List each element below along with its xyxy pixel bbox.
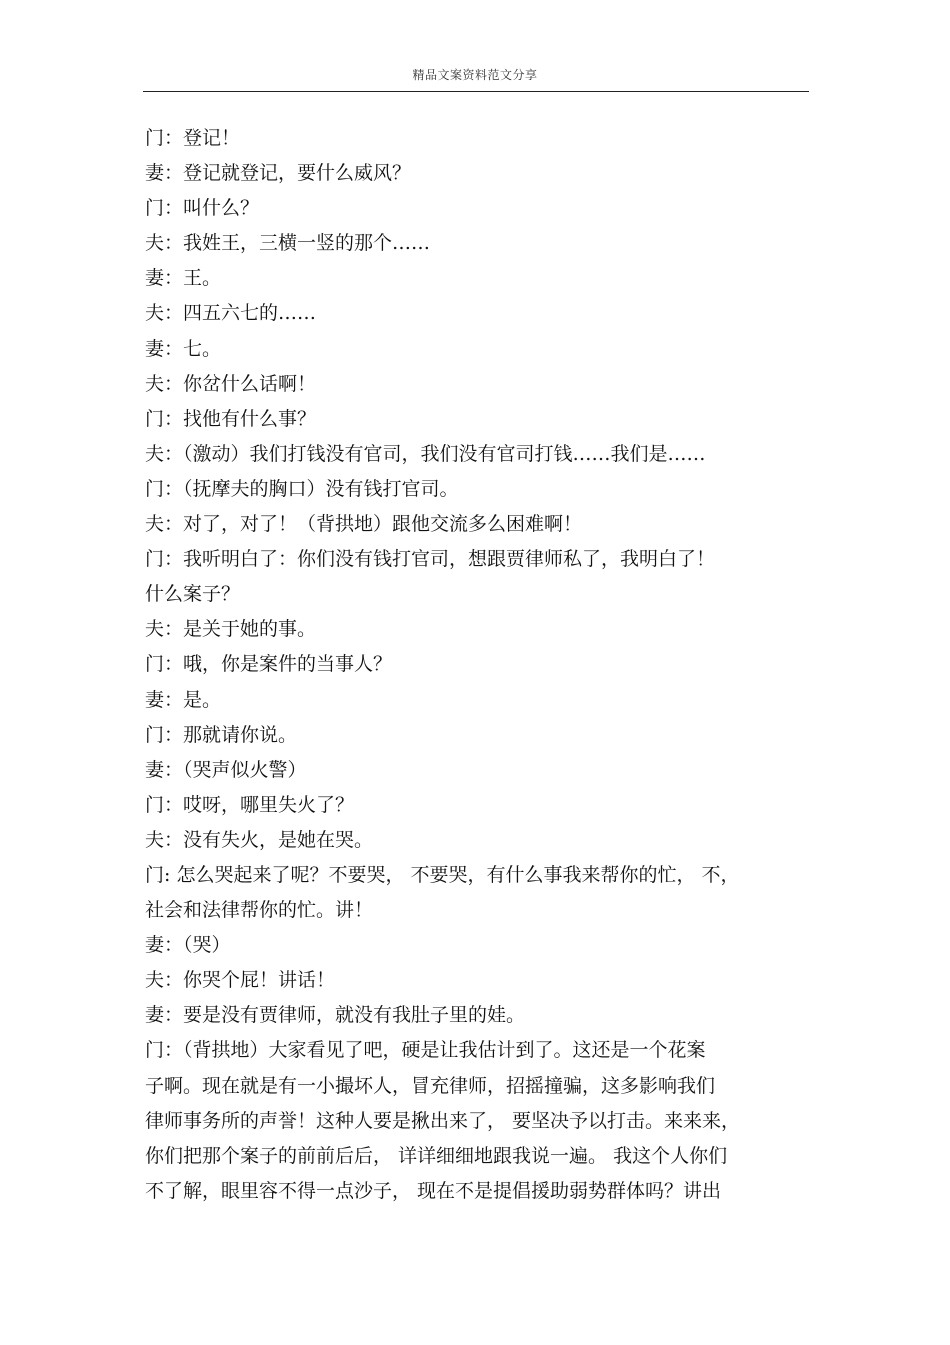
text-line: 门：登记！ — [145, 127, 241, 149]
text-line: 门：找他有什么事？ — [145, 407, 317, 430]
text-line: 什么案子？ — [145, 583, 241, 606]
text-line: 夫：对了，对了！（背拱地）跟他交流多么困难啊！ — [145, 513, 583, 536]
text-line: 门: 怎么哭起来了呢？不要哭， 不要哭，有什么事我来帮你的忙， 不， — [145, 863, 740, 886]
document-body — [145, 121, 807, 1209]
text-line: 妻：王。 — [145, 267, 222, 290]
text-line: 夫：四五六七的…… — [145, 302, 317, 325]
text-line: 妻：要是没有贾律师，就没有我肚子里的娃。 — [145, 1004, 526, 1027]
text-line: 夫：我姓王，三横一竖的那个…… — [145, 232, 431, 255]
text-line: 门：哎呀，哪里失火了？ — [145, 793, 355, 816]
text-line: 夫：你岔什么话啊！ — [145, 372, 317, 395]
text-line: 妻：七。 — [145, 337, 222, 360]
text-line: 社会和法律帮你的忙。讲！ — [145, 899, 374, 922]
header-divider — [143, 91, 809, 92]
text-line: 门：（背拱地）大家看见了吧，硬是让我估计到了。这还是一个花案 — [145, 1039, 706, 1062]
text-line: 夫：你哭个屁！讲话！ — [145, 969, 336, 992]
text-line: 妻：（哭声似火警） — [145, 758, 307, 781]
text-line: 你们把那个案子的前前后后， 详详细细地跟我说一遍。 我这个人你们 — [145, 1144, 728, 1167]
text-line: 门：我听明白了：你们没有钱打官司，想跟贾律师私了，我明白了！ — [145, 548, 716, 571]
text-line: 门：叫什么？ — [145, 197, 260, 220]
text-line: 子啊。现在就是有一小撮坏人，冒充律师，招摇撞骗，这多影响我们 — [145, 1074, 716, 1097]
text-line: 夫：（激动）我们打钱没有官司，我们没有官司打钱……我们是…… — [145, 442, 706, 465]
text-line: 妻：是。 — [145, 688, 222, 711]
text-line: 门：那就请你说。 — [145, 723, 298, 746]
text-line: 妻：（哭） — [145, 934, 231, 957]
text-line: 律师事务所的声誉！这种人要是揪出来了， 要坚决予以打击。来来来， — [145, 1109, 741, 1132]
page-header: 精品文案资料范文分享 — [412, 68, 538, 82]
text-line: 夫：是关于她的事。 — [145, 618, 317, 641]
text-line: 不了解，眼里容不得一点沙子， 现在不是提倡援助弱势群体吗？讲出 — [145, 1179, 722, 1202]
text-line: 门：（抚摩夫的胸口）没有钱打官司。 — [145, 477, 459, 500]
text-line: 门：哦，你是案件的当事人？ — [145, 653, 393, 676]
text-line: 妻：登记就登记，要什么威风？ — [145, 162, 412, 185]
text-line: 夫：没有失火，是她在哭。 — [145, 828, 374, 851]
